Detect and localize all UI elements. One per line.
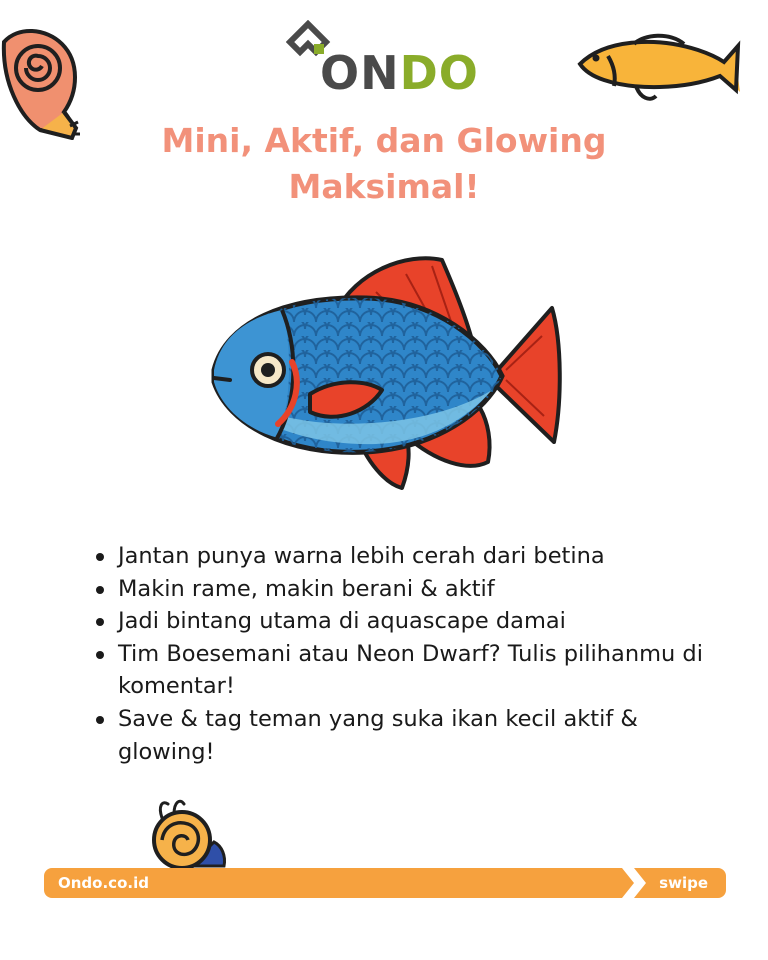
- logo-text: [320, 48, 479, 98]
- rainbowfish-illustration: [206, 252, 570, 496]
- website-link[interactable]: Ondo.co.id: [58, 874, 149, 892]
- bullet-item: Makin rame, makin berani & aktif: [92, 573, 712, 606]
- bullet-item: Jantan punya warna lebih cerah dari betina: [92, 540, 712, 573]
- logo-text-do: DO: [399, 46, 479, 100]
- bullet-item: Jadi bintang utama di aquascape damai: [92, 605, 712, 638]
- yellow-fish-icon: [574, 26, 744, 112]
- footer-bar: [44, 868, 726, 898]
- headline-line-2: Maksimal!: [288, 167, 480, 206]
- swipe-label[interactable]: swipe: [659, 874, 708, 892]
- brand-logo: [286, 20, 486, 100]
- headline-line-1: Mini, Aktif, dan Glowing: [161, 121, 607, 160]
- headline: [134, 118, 634, 210]
- logo-text-on: ON: [320, 46, 400, 100]
- swipe-arrow-icon: [604, 868, 654, 898]
- small-snail-icon: [140, 796, 232, 870]
- snail-icon: [0, 22, 92, 140]
- bullet-item: Save & tag teman yang suka ikan kecil aktif & glowing!: [92, 703, 712, 768]
- bullet-item: Tim Boesemani atau Neon Dwarf? Tulis pilihanmu di komentar!: [92, 638, 712, 703]
- bullet-list: [92, 540, 712, 768]
